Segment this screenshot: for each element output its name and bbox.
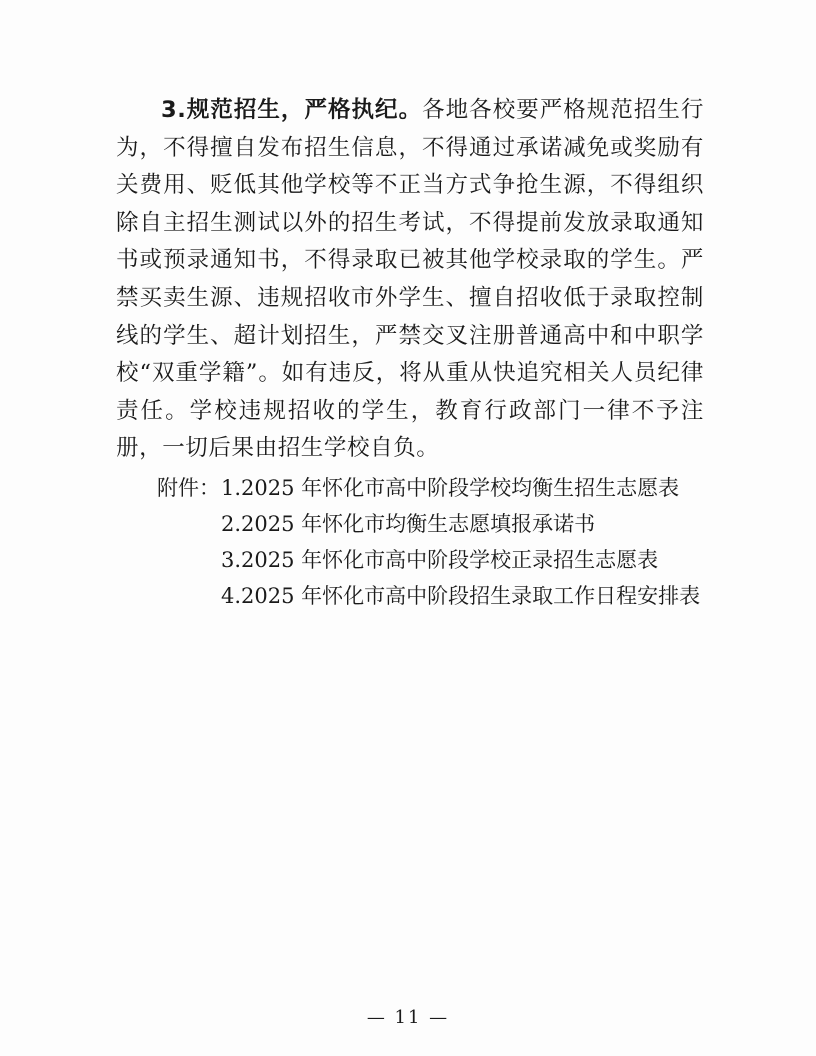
attachment-item: 2.2025 年怀化市均衡生志愿填报承诺书 [221, 512, 596, 536]
attachment-item: 4.2025 年怀化市高中阶段招生录取工作日程安排表 [221, 584, 701, 608]
section-heading: 3.规范招生，严格执纪。 [161, 97, 423, 123]
page-number: — 11 — [366, 1007, 450, 1028]
attachment-item: 3.2025 年怀化市高中阶段学校正录招生志愿表 [221, 548, 659, 572]
attachment-list [157, 470, 717, 614]
attachment-label: 附件： [157, 476, 220, 500]
section-paragraph [116, 92, 704, 468]
attachment-item: 1.2025 年怀化市高中阶段学校均衡生招生志愿表 [221, 476, 680, 500]
section-body: 各地各校要严格规范招生行为，不得擅自发布招生信息，不得通过承诺减免或奖励有关费用、贬低其他学校等不正当方式争抢生源，不得组织除自主招生测试以外的招生考试，不得提前发放录取通知书或预录通知书，不得录取已被其他学校录取的学生。严禁买卖生源、违规招收市外学生、擅自招收低于录取控制线的学生、超计划招生，严禁交叉注册普通高中和中职学校“双重学籍”。如有违反，将从重从快追究相关人员纪律责任。学校违规招收的学生，教育行政部门一律不予注册，一切后果由招生学校自负。 [116, 97, 705, 462]
